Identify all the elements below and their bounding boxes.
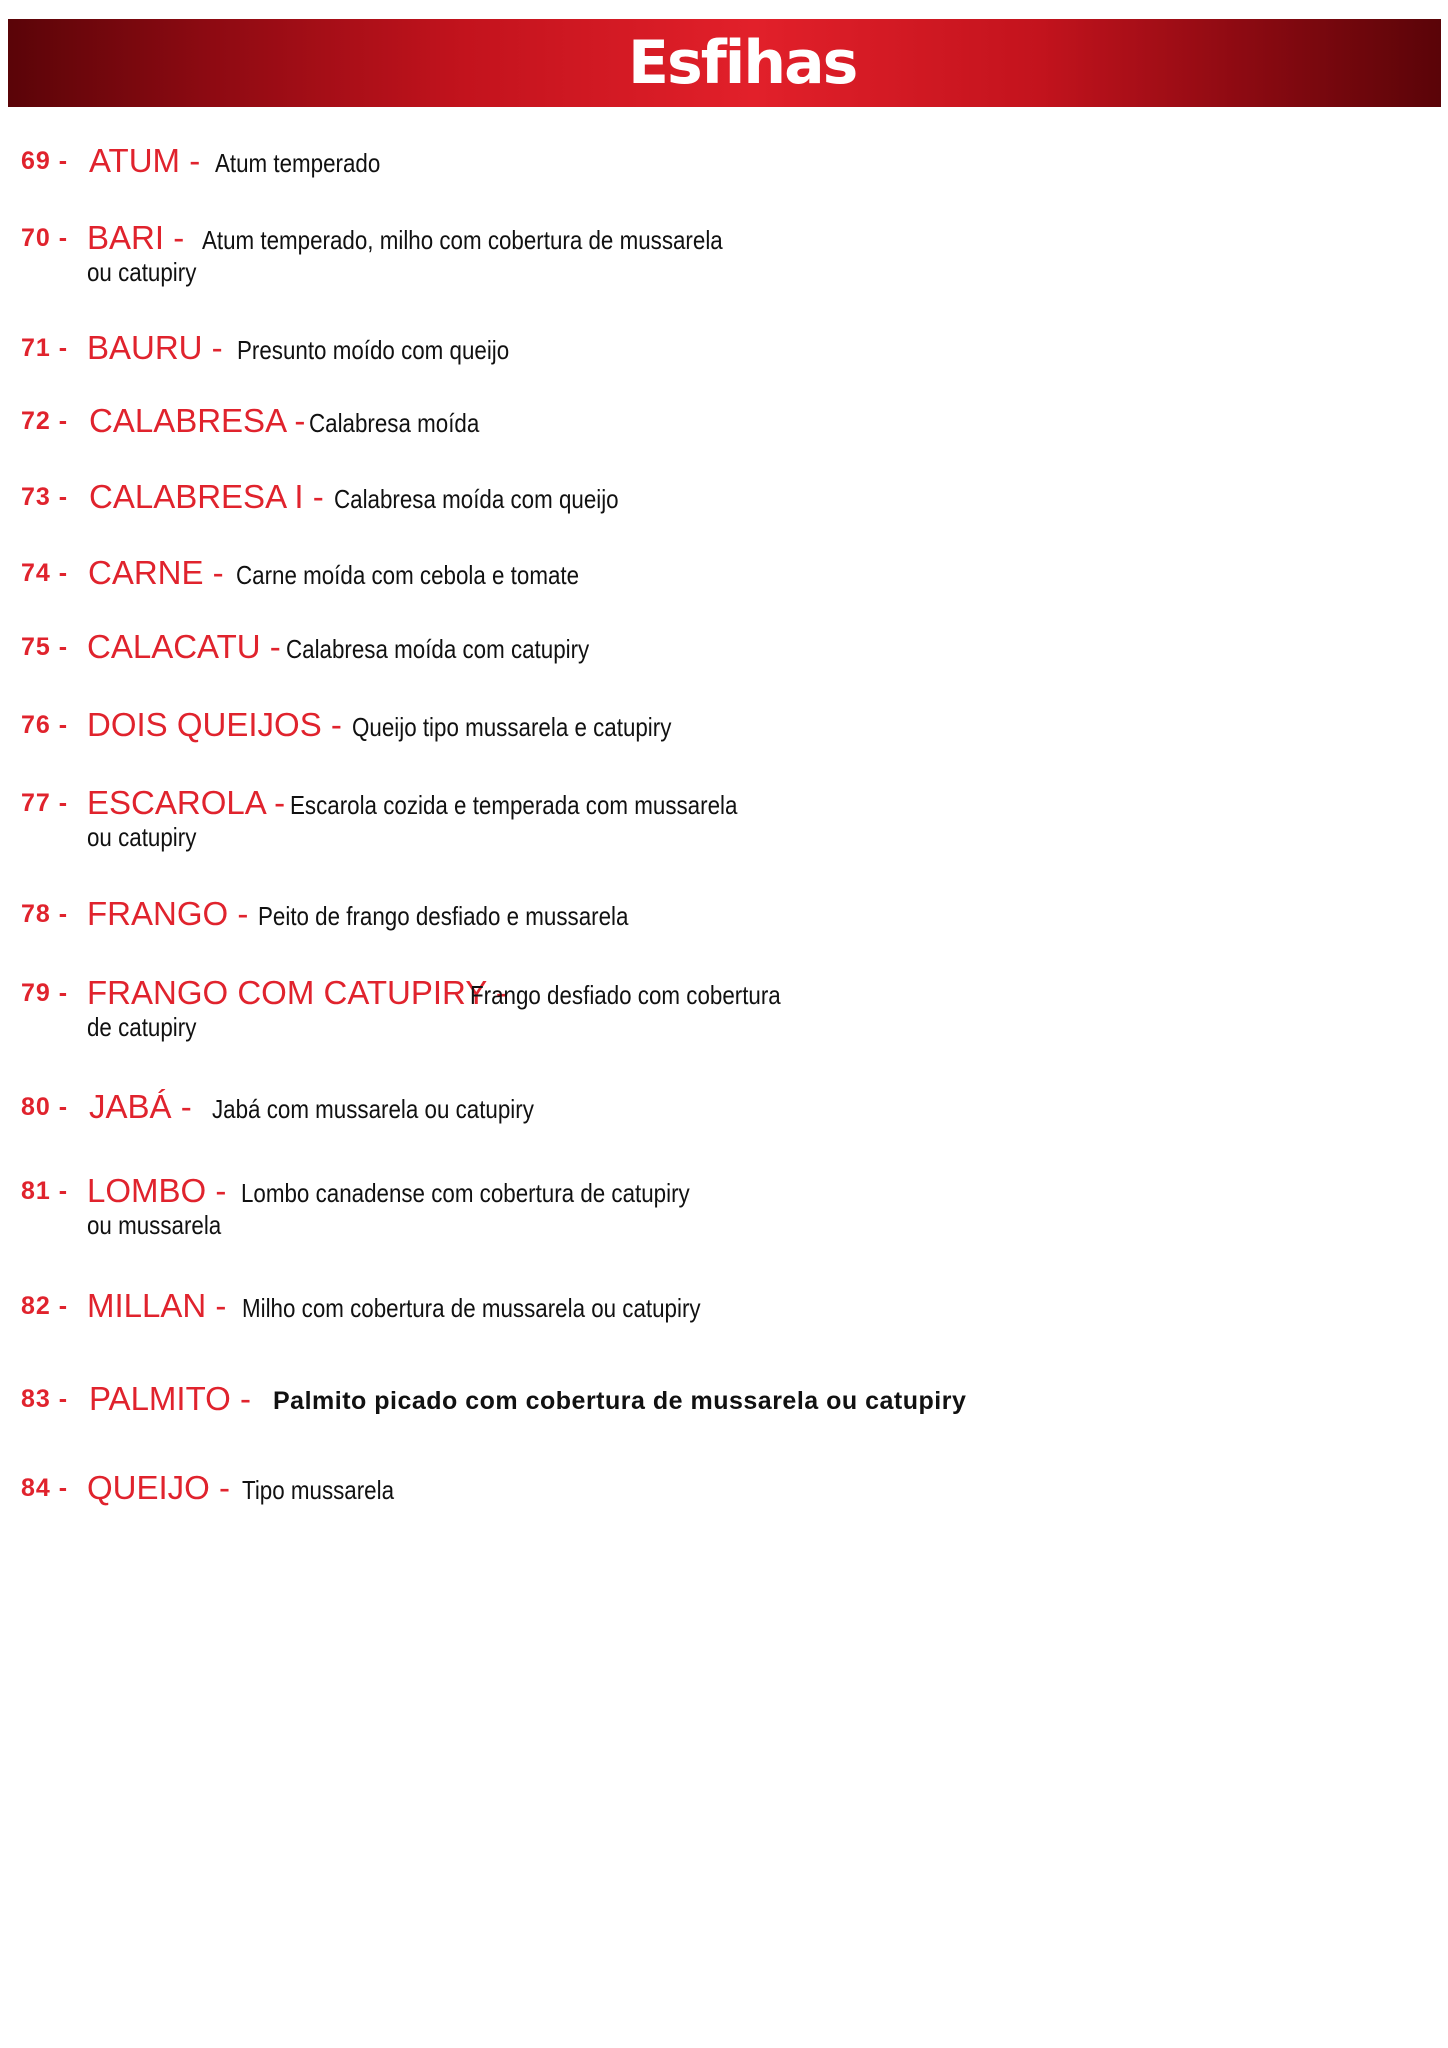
- page-title: Esfihas: [628, 28, 857, 98]
- item-name: MILLAN -: [87, 1287, 227, 1324]
- item-description-continued: ou catupiry: [87, 257, 197, 287]
- item-name: ATUM -: [89, 142, 201, 179]
- item-number: 79 -: [21, 979, 69, 1007]
- item-name: PALMITO -: [89, 1380, 251, 1417]
- item-number: 78 -: [21, 900, 69, 928]
- item-name: LOMBO -: [87, 1172, 227, 1209]
- item-number: 81 -: [21, 1177, 69, 1205]
- item-number: 74 -: [21, 559, 69, 587]
- item-number: 83 -: [21, 1385, 69, 1413]
- item-number: 75 -: [21, 633, 69, 661]
- item-number: 76 -: [21, 711, 69, 739]
- item-description: Escarola cozida e temperada com mussarela: [290, 790, 738, 820]
- item-number: 69 -: [21, 147, 69, 175]
- item-number: 70 -: [21, 224, 69, 252]
- item-description: Calabresa moída com catupiry: [286, 634, 590, 664]
- item-description: Tipo mussarela: [242, 1475, 395, 1505]
- item-description-continued: ou catupiry: [87, 822, 197, 852]
- item-description: Frango desfiado com cobertura: [470, 980, 781, 1010]
- item-name: FRANGO -: [87, 895, 249, 932]
- item-name: CALABRESA -: [89, 402, 306, 439]
- item-description: Calabresa moída: [309, 408, 480, 438]
- item-name: CARNE -: [88, 554, 224, 591]
- item-description: Carne moída com cebola e tomate: [236, 560, 580, 590]
- item-name: FRANGO COM CATUPIRY -: [87, 974, 507, 1011]
- item-description: Queijo tipo mussarela e catupiry: [352, 712, 672, 742]
- item-name: CALABRESA I -: [89, 478, 324, 515]
- item-number: 80 -: [21, 1093, 69, 1121]
- item-description: Lombo canadense com cobertura de catupiry: [241, 1178, 690, 1208]
- item-name: ESCAROLA -: [87, 784, 286, 821]
- item-number: 73 -: [21, 483, 69, 511]
- item-number: 71 -: [21, 334, 69, 362]
- item-name: QUEIJO -: [87, 1469, 231, 1506]
- item-name: DOIS QUEIJOS -: [87, 706, 342, 743]
- item-description: Atum temperado: [215, 148, 381, 178]
- item-description: Milho com cobertura de mussarela ou catupiry: [242, 1293, 701, 1323]
- item-description-continued: de catupiry: [87, 1012, 197, 1042]
- item-description: Peito de frango desfiado e mussarela: [258, 901, 629, 931]
- item-description-continued: ou mussarela: [87, 1210, 222, 1240]
- item-description: Jabá com mussarela ou catupiry: [212, 1094, 534, 1124]
- item-number: 84 -: [21, 1474, 69, 1502]
- item-number: 77 -: [21, 789, 69, 817]
- item-number: 82 -: [21, 1292, 69, 1320]
- item-name: BARI -: [87, 219, 185, 256]
- item-name: BAURU -: [87, 329, 223, 366]
- item-number: 72 -: [21, 407, 69, 435]
- item-description: Palmito picado com cobertura de mussarela ou catupiry: [273, 1387, 967, 1415]
- item-description: Calabresa moída com queijo: [334, 484, 619, 514]
- item-name: CALACATU -: [87, 628, 281, 665]
- item-description: Atum temperado, milho com cobertura de mussarela: [202, 225, 723, 255]
- item-description: Presunto moído com queijo: [237, 335, 510, 365]
- item-name: JABÁ -: [89, 1088, 192, 1125]
